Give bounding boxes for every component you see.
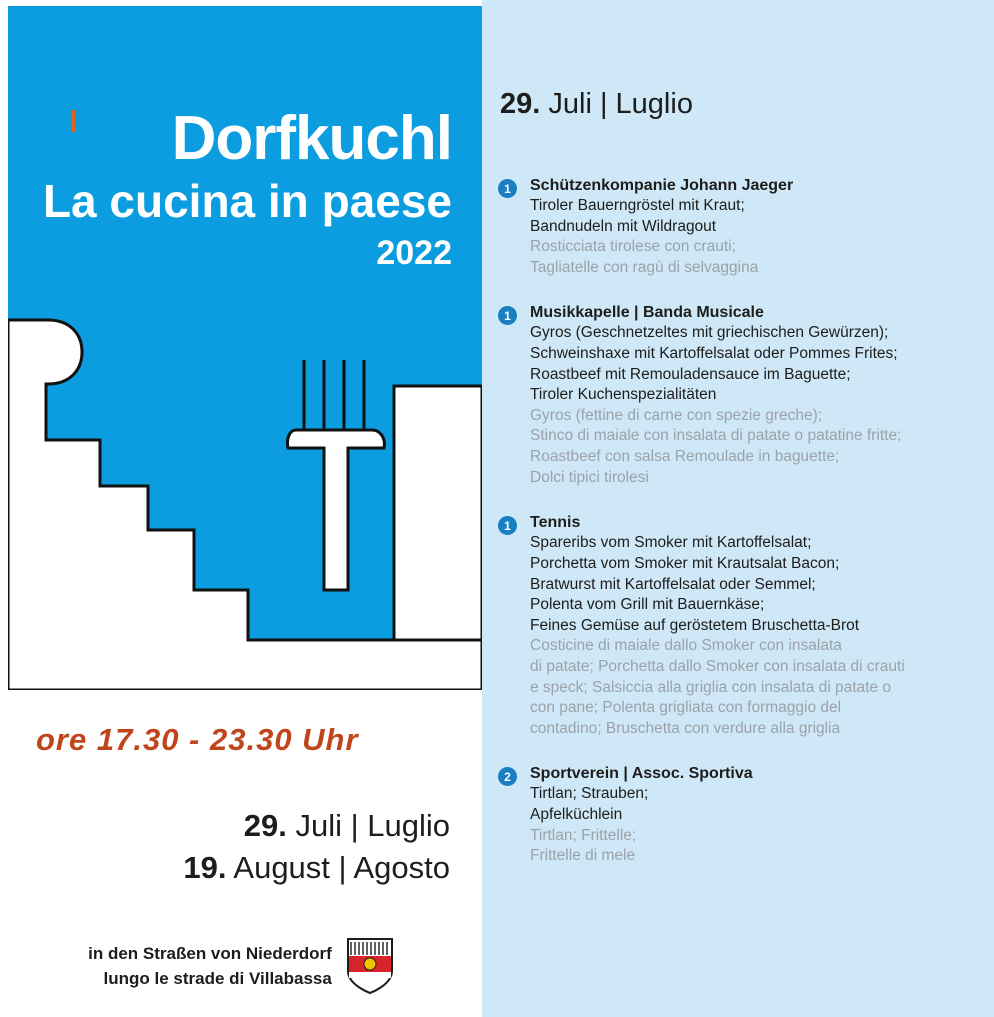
poster-title-block	[0, 104, 474, 273]
entry-badge: 1	[498, 306, 517, 325]
entry-line-it: contadino; Bruschetta con verdure alla griglia	[530, 719, 841, 737]
entry-title: Tennis	[530, 514, 581, 532]
entry-line-de: Porchetta vom Smoker mit Krautsalat Bacon;	[530, 554, 840, 572]
entry-line-it: di patate; Porchetta dallo Smoker con insalata di crauti	[530, 657, 905, 675]
event-date-1-text: Juli | Luglio	[286, 808, 450, 843]
entry-line-de: Polenta vom Grill mit Bauernkäse;	[530, 596, 765, 614]
page-year: 2022	[376, 234, 452, 272]
entry-line-it: Roastbeef con salsa Remoulade in baguette;	[530, 448, 840, 466]
poster-right-panel	[482, 0, 994, 1017]
event-date-2	[183, 847, 450, 889]
entry-line-it: Frittelle di mele	[530, 847, 636, 865]
entry-title: Musikkapelle | Banda Musicale	[530, 304, 764, 322]
entry-line-de: Schweinshaxe mit Kartoffelsalat oder Pommes Frites;	[530, 345, 898, 363]
entry-badge: 1	[498, 516, 517, 535]
menu-date-number: 29.	[500, 88, 541, 120]
entry-line-de: Feines Gemüse auf geröstetem Bruschetta-Brot	[530, 616, 860, 634]
entry-line-it: Gyros (fettine di carne con spezie greche);	[530, 406, 823, 424]
event-date-2-text: August | Agosto	[226, 849, 450, 885]
entry-line-de: Apfelküchlein	[530, 806, 623, 824]
entry-line-it: Costicine di maiale dallo Smoker con insalata	[530, 637, 842, 655]
entry-line-de: Spareribs vom Smoker mit Kartoffelsalat;	[530, 534, 812, 552]
page-subtitle: La cucina in paese	[42, 175, 452, 227]
menu-entry	[496, 765, 976, 866]
entry-line-it: e speck; Salsiccia alla griglia con insalata di patate o	[530, 678, 892, 696]
venue-it: lungo le strade di Villabassa	[103, 969, 332, 988]
entry-line-de: Tiroler Kuchenspezialitäten	[530, 386, 717, 404]
menu-entry	[496, 514, 976, 739]
poster-left-panel	[0, 0, 482, 1017]
entry-line-it: Dolci tipici tirolesi	[530, 468, 649, 486]
entry-badge: 2	[498, 767, 517, 786]
event-date-1-number: 29.	[243, 808, 287, 843]
event-date-2-number: 19.	[183, 849, 227, 885]
opening-hours: ore 17.30 - 23.30 Uhr	[36, 722, 359, 757]
entry-line-de: Tirtlan; Strauben;	[530, 785, 649, 803]
menu-entry	[496, 304, 976, 488]
coat-of-arms-icon	[346, 937, 394, 995]
entry-line-de: Bratwurst mit Kartoffelsalat oder Semmel;	[530, 575, 816, 593]
page-title: Dorfkuchl	[171, 104, 452, 173]
venue-text	[88, 941, 332, 992]
poster-footer	[0, 937, 482, 995]
menu-date-text: Juli | Luglio	[540, 88, 693, 120]
entry-line-de: Bandnudeln mit Wildragout	[530, 217, 717, 235]
entry-line-it: Tirtlan; Frittelle;	[530, 826, 637, 844]
menu-date-heading	[496, 88, 976, 121]
entry-title: Schützenkompanie Johann Jaeger	[530, 177, 794, 194]
entry-line-de: Tiroler Bauerngröstel mit Kraut;	[530, 197, 745, 214]
event-date-1	[183, 805, 450, 847]
entry-line-it: Tagliatelle con ragù di selvaggina	[530, 258, 759, 276]
entry-line-it: Rosticciata tirolese con crauti;	[530, 238, 736, 256]
entry-line-de: Roastbeef mit Remouladensauce im Baguette;	[530, 365, 851, 383]
menu-entry	[496, 177, 976, 278]
village-silhouette-illustration	[8, 290, 482, 690]
event-dates	[183, 805, 450, 889]
entry-badge: 1	[498, 179, 517, 198]
entry-line-it: Stinco di maiale con insalata di patate o patatine fritte;	[530, 427, 902, 445]
venue-de: in den Straßen von Niederdorf	[88, 943, 332, 963]
entry-title: Sportverein | Assoc. Sportiva	[530, 765, 753, 783]
entry-line-it: con pane; Polenta grigliata con formaggio del	[530, 699, 842, 717]
entry-line-de: Gyros (Geschnetzeltes mit griechischen Gewürzen);	[530, 324, 889, 342]
